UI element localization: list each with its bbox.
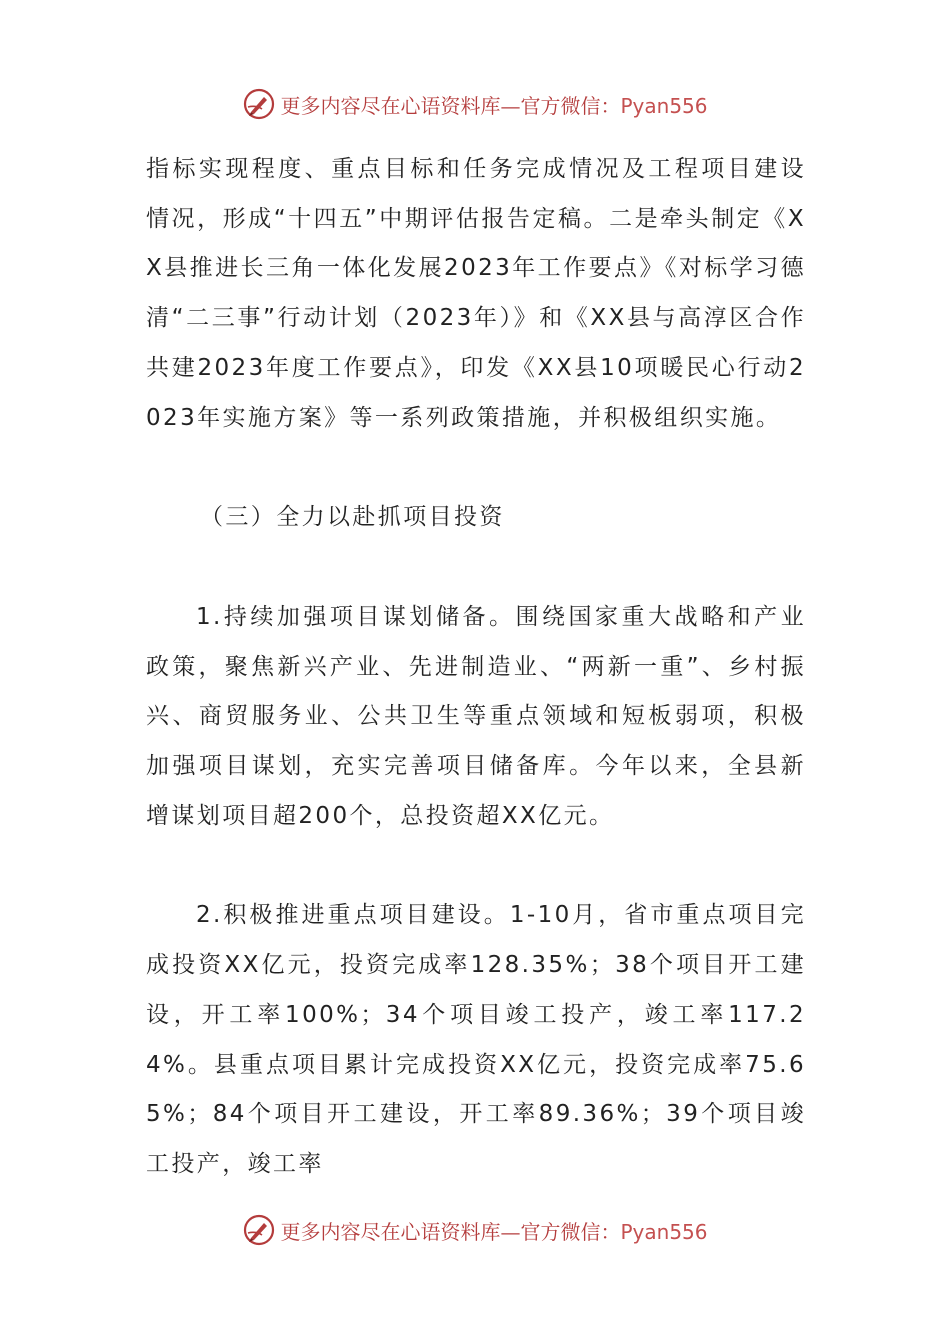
pen-logo-icon [242, 87, 276, 121]
section-heading: （三）全力以赴抓项目投资 [200, 504, 505, 531]
watermark-text: 更多内容尽在心语资料库—官方微信：Pyan556 [280, 1219, 708, 1244]
paragraph-continuation: 指标实现程度、重点目标和任务完成情况及工程项目建设情况，形成“十四五”中期评估报告定稿。二是牵头制定《XX县推进长三角一体化发展2023年工作要点》《对标学习德清“二三事”行动计划（2023年）》和《XX县与高淳区合作共建2023年度工作要点》，印发《XX县10项暖民心行动2023年实施方案》等一系列政策措施，并积极组织实施。 [146, 156, 806, 431]
pen-logo-icon [242, 1213, 276, 1247]
paragraph-project-planning: 1.持续加强项目谋划储备。围绕国家重大战略和产业政策，聚焦新兴产业、先进制造业、“两新一重”、乡村振兴、商贸服务业、公共卫生等重点领域和短板弱项，积极加强项目谋划，充实完善项目储备库。今年以来，全县新增谋划项目超200个，总投资超XX亿元。 [146, 603, 806, 829]
header-watermark [0, 84, 950, 124]
paragraph-project-construction: 2.积极推进重点项目建设。1-10月，省市重点项目完成投资XX亿元，投资完成率128.35%；38个项目开工建设，开工率100%；34个项目竣工投产，竣工率117.24%。县重点项目累计完成投资XX亿元，投资完成率75.65%；84个项目开工建设，开工率89.36%；39个项目竣工投产，竣工率 [146, 902, 806, 1177]
watermark-wechat-id: Pyan556 [620, 1219, 708, 1244]
watermark-text: 更多内容尽在心语资料库—官方微信：Pyan556 [280, 93, 708, 118]
document-body [146, 145, 806, 1190]
footer-watermark [0, 1210, 950, 1250]
watermark-wechat-id: Pyan556 [620, 93, 708, 118]
